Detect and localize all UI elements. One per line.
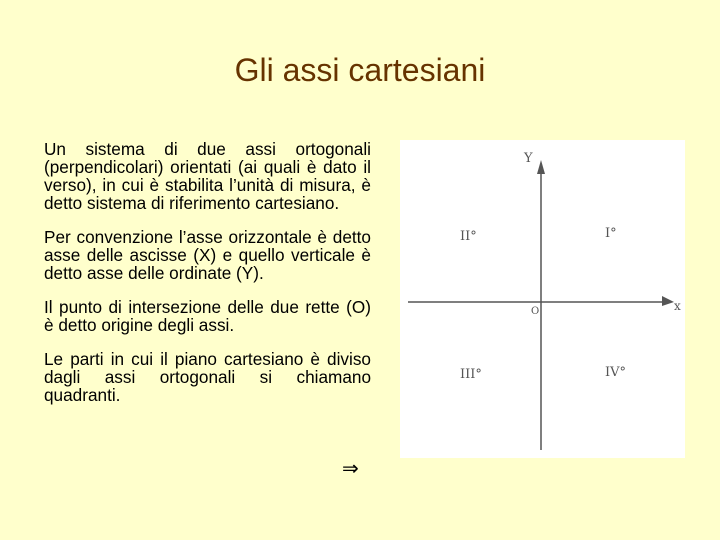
x-axis-label: x — [674, 299, 681, 313]
y-axis-arrowhead-icon — [537, 160, 545, 174]
x-axis-arrowhead-icon — [662, 296, 674, 306]
paragraph-quadrants: Le parti in cui il piano cartesiano è diviso dagli assi ortogonali si chiamano quadranti. — [44, 349, 371, 405]
quadrant-1-label: I° — [605, 226, 617, 241]
quadrant-2-label: II° — [460, 229, 477, 244]
paragraph-definition: Un sistema di due assi ortogonali (perpendicolari) orientati (ai quali è dato il verso), in cui è stabilita l’unità di misura, è detto sistema di riferimento cartesiano. — [44, 139, 371, 213]
slide-title: Gli assi cartesiani — [234, 52, 486, 88]
cartesian-axes-svg — [400, 140, 685, 458]
paragraph-axes-names: Per convenzione l’asse orizzontale è detto asse delle ascisse (X) e quello verticale è detto asse delle ordinate (Y). — [44, 227, 371, 283]
cartesian-diagram — [400, 140, 685, 458]
origin-label: O — [531, 306, 540, 317]
next-arrow-icon[interactable]: ⇒ — [342, 456, 359, 480]
quadrant-4-label: IV° — [605, 365, 627, 380]
y-axis-label: Y — [524, 151, 533, 166]
body-text — [44, 140, 371, 404]
quadrant-3-label: III° — [460, 367, 482, 382]
paragraph-origin: Il punto di intersezione delle due rette (O) è detto origine degli assi. — [44, 297, 371, 335]
